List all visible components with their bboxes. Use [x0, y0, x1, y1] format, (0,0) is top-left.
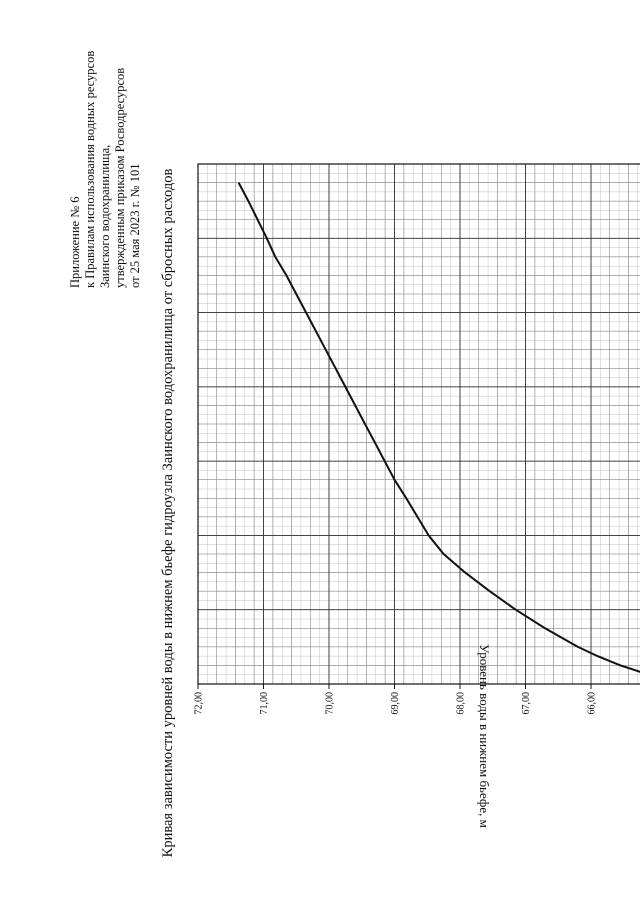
appendix-line: утвержденным приказом Росводресурсов	[113, 67, 127, 288]
y-tick-label: 72,00	[193, 692, 205, 715]
appendix-line: от 25 мая 2023 г. № 101	[128, 163, 142, 288]
y-tick-label: 67,00	[521, 692, 532, 715]
appendix-line: к Правилам использования водных ресурсов	[83, 50, 97, 288]
y-tick-label: 68,00	[455, 692, 467, 715]
y-tick-label: 70,00	[324, 692, 336, 715]
appendix-line: Приложение № 6	[68, 196, 82, 288]
y-tick-label: 69,00	[390, 692, 401, 715]
y-tick-label: 66,00	[586, 692, 598, 715]
chart-title: Кривая зависимости уровней воды в нижнем бьефе гидроузла Заинского водохранилища от сбросных расходов	[160, 168, 176, 858]
y-tick-label: 71,00	[259, 692, 270, 715]
appendix-line: Заинского водохранилища,	[98, 144, 112, 288]
y-axis-label: Уровень воды в нижнем бьефе, м	[477, 644, 492, 828]
